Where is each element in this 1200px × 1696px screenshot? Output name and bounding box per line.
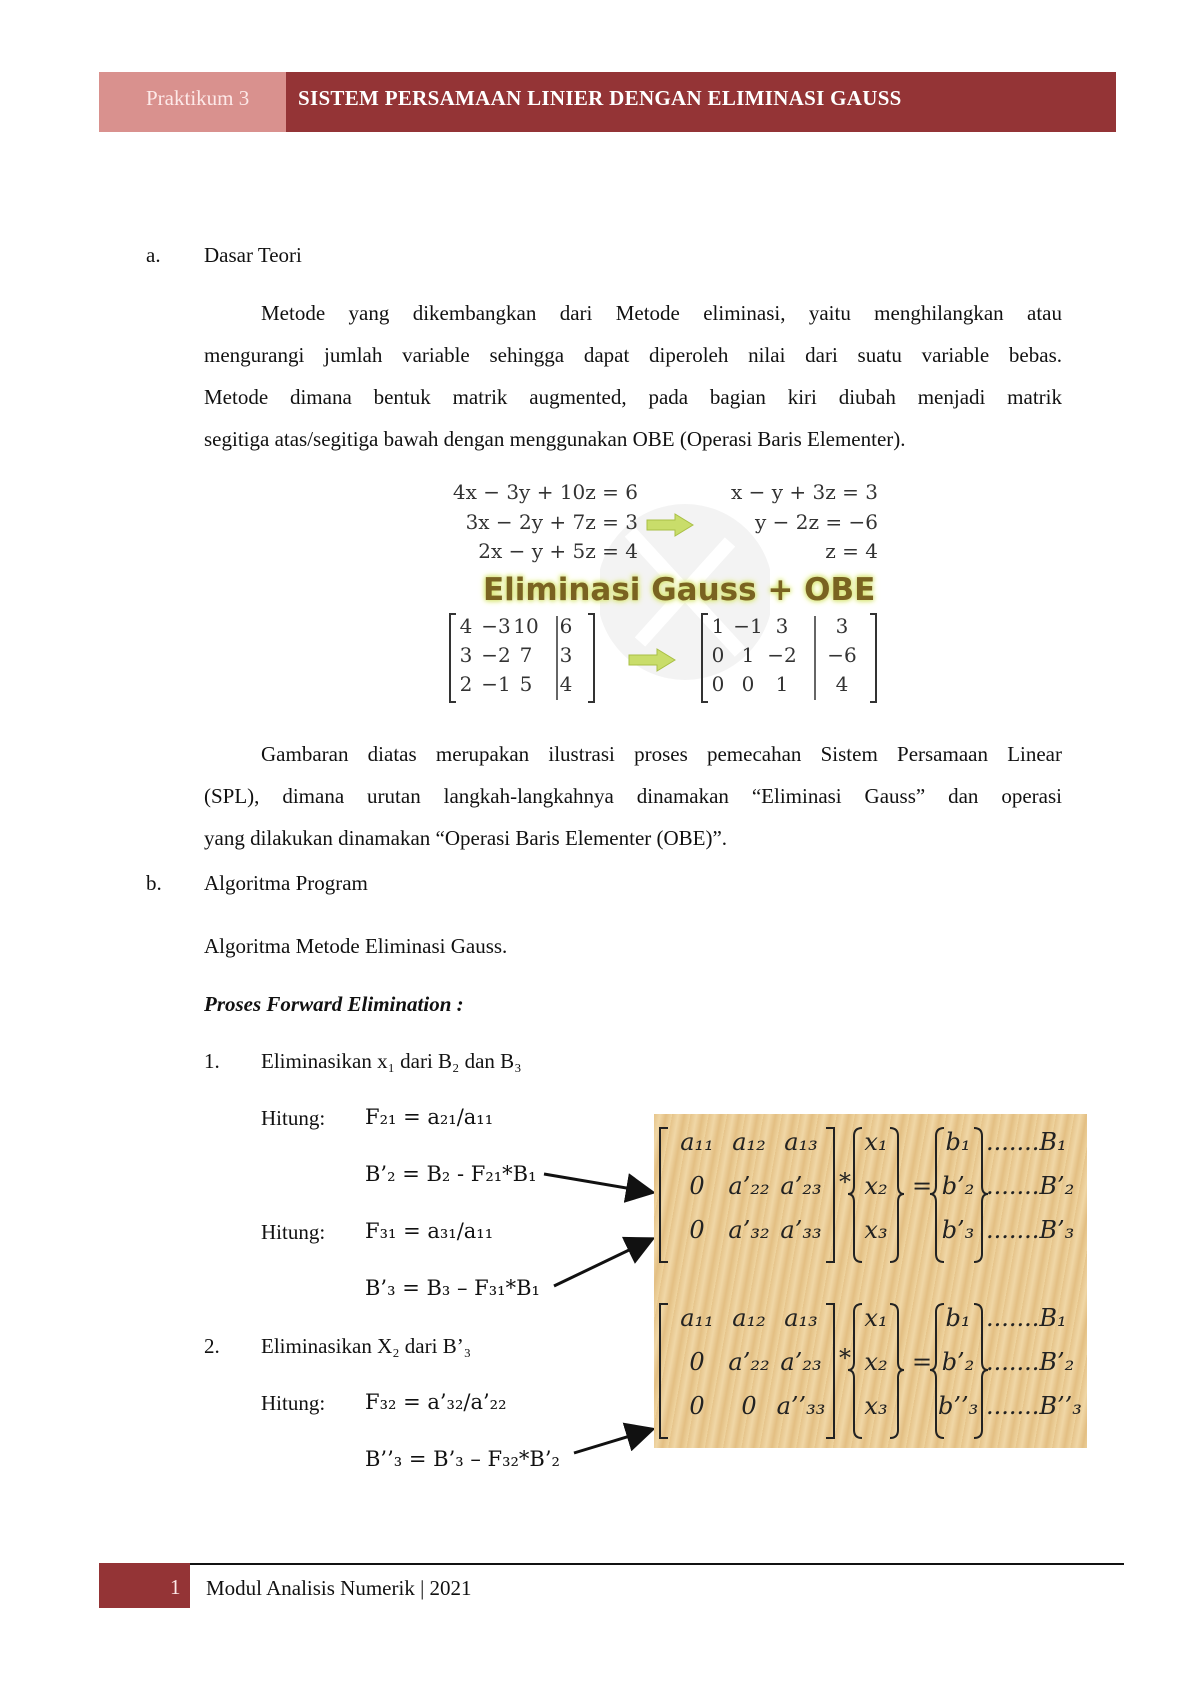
para1-line: Metode dimana bentuk matrik augmented, pada bagian kiri diubah menjadi matrik xyxy=(204,385,1062,409)
matrix-cell: 1 xyxy=(711,614,725,638)
matrix-cell: 5 xyxy=(519,672,533,696)
matrix-b-cell: b₁ xyxy=(945,1304,971,1332)
matrix-figure xyxy=(654,1114,1087,1448)
matrix-cell: −1 xyxy=(481,672,511,696)
matrix-a-cell: 0 xyxy=(689,1172,705,1200)
matrix-b-cell: b’₂ xyxy=(941,1348,975,1376)
matrix-b-cell: b’₂ xyxy=(941,1172,975,1200)
section-b-subtitle: Algoritma Metode Eliminasi Gauss. xyxy=(204,934,508,958)
footer-text: Modul Analisis Numerik | 2021 xyxy=(206,1576,472,1600)
para2-line: yang dilakukan dinamakan “Operasi Baris Elementer (OBE)”. xyxy=(204,826,728,850)
matrix-cell: 4 xyxy=(459,614,473,638)
step1-formula-b3: B’₃ = B₃ – F₃₁*B₁ xyxy=(365,1276,540,1300)
para2-line: Gambaran diatas merupakan ilustrasi proses pemecahan Sistem Persamaan Linear xyxy=(261,742,1062,766)
arrow-to-row3 xyxy=(554,1240,650,1286)
matrix-x-cell: x₃ xyxy=(864,1216,888,1244)
matrix-a-cell: a₁₂ xyxy=(732,1128,766,1156)
matrix-x-cell: x₃ xyxy=(864,1392,888,1420)
arrow-to-row3-second xyxy=(574,1430,650,1453)
matrix-a-cell: a’₂₂ xyxy=(728,1348,770,1376)
matrix-cell: 1 xyxy=(775,672,789,696)
matrix-a-cell: a₁₁ xyxy=(680,1304,714,1332)
matrix-cell: −6 xyxy=(827,643,857,667)
multiply-sign: * xyxy=(839,1344,851,1372)
matrix-a-cell: 0 xyxy=(689,1392,705,1420)
para2-line: (SPL), dimana urutan langkah-langkahnya dinamakan “Eliminasi Gauss” dan operasi xyxy=(204,784,1062,808)
matrix-cell: 0 xyxy=(711,672,725,696)
matrix-a-cell: a₁₃ xyxy=(784,1304,818,1332)
matrix-a-cell: a’₃₃ xyxy=(780,1216,822,1244)
footer-rule xyxy=(190,1563,1124,1565)
matrix-a-cell: 0 xyxy=(689,1348,705,1376)
matrix-row-label: .......B’₂ xyxy=(986,1348,1075,1376)
matrix-x-cell: x₁ xyxy=(864,1128,888,1156)
matrix-cell: −2 xyxy=(481,643,511,667)
matrix-a-cell: a’₂₃ xyxy=(780,1348,822,1376)
matrix-cell: 0 xyxy=(741,672,755,696)
forward-elimination-heading: Proses Forward Elimination : xyxy=(204,992,464,1016)
step2-number: 2. xyxy=(204,1334,220,1358)
step1-text: Eliminasikan x₁ dari B₂ dan B₃ xyxy=(261,1049,522,1073)
section-b-heading: Algoritma Program xyxy=(204,871,368,895)
step1-calc-label: Hitung: xyxy=(261,1220,326,1244)
section-a-paragraph-2 xyxy=(204,733,1062,859)
matrix-x-cell: x₁ xyxy=(864,1304,888,1332)
matrix-cell: 4 xyxy=(835,672,849,696)
matrix-row-label: .......B₁ xyxy=(986,1304,1067,1332)
step1-formula-f31: F₃₁ = a₃₁/a₁₁ xyxy=(365,1219,494,1243)
matrix-b-cell: b₁ xyxy=(945,1128,971,1156)
matrix-a-cell: a’₃₂ xyxy=(728,1216,770,1244)
matrix-row-label: .......B’₃ xyxy=(986,1216,1075,1244)
matrix-a-cell: a’₂₂ xyxy=(728,1172,770,1200)
equals-sign: = xyxy=(912,1172,933,1200)
step2-formula-f32: F₃₂ = a’₃₂/a’₂₂ xyxy=(365,1390,507,1414)
matrix-a-cell: 0 xyxy=(741,1392,757,1420)
step1-calc-label: Hitung: xyxy=(261,1106,326,1130)
matrix-cell: 3 xyxy=(559,643,573,667)
right-eq-2: y − 2z = −6 xyxy=(755,510,878,534)
matrix-cell: 1 xyxy=(741,643,755,667)
matrix-cell: −2 xyxy=(767,643,797,667)
green-arrow-icon xyxy=(645,513,695,537)
footer-page-number: 1 xyxy=(170,1575,181,1599)
matrix-cell: 6 xyxy=(559,614,573,638)
step1-formula-f21: F₂₁ = a₂₁/a₁₁ xyxy=(365,1105,494,1129)
matrix-x-cell: x₂ xyxy=(864,1172,888,1200)
matrix-cell: −3 xyxy=(481,614,511,638)
matrix-a-cell: a₁₁ xyxy=(680,1128,714,1156)
step1-number: 1. xyxy=(204,1049,220,1073)
right-eq-3: z = 4 xyxy=(825,539,878,563)
multiply-sign: * xyxy=(839,1168,851,1196)
gauss-title: Eliminasi Gauss + OBE xyxy=(483,572,876,608)
pointer-arrows xyxy=(540,1150,660,1470)
matrix-cell: 10 xyxy=(513,614,539,638)
matrix-x-cell: x₂ xyxy=(864,1348,888,1376)
matrix-cell: 3 xyxy=(459,643,473,667)
matrix-row-label: .......B’₂ xyxy=(986,1172,1075,1200)
green-arrow-icon xyxy=(627,648,677,672)
equals-sign: = xyxy=(912,1348,933,1376)
matrix-cell: 3 xyxy=(775,614,789,638)
step1-formula-b2: B’₂ = B₂ - F₂₁*B₁ xyxy=(365,1162,537,1186)
matrix-cell: 2 xyxy=(459,672,473,696)
step2-text: Eliminasikan X₂ dari B’₃ xyxy=(261,1334,472,1358)
step2-calc-label: Hitung: xyxy=(261,1391,326,1415)
left-eq-2: 3x − 2y + 7z = 3 xyxy=(465,510,638,534)
section-b-marker: b. xyxy=(146,871,162,895)
para1-line: mengurangi jumlah variable sehingga dapat diperoleh nilai dari suatu variable bebas. xyxy=(204,343,1062,367)
header-praktikum: Praktikum 3 xyxy=(146,86,250,110)
section-a-paragraph-1 xyxy=(204,292,1062,460)
arrow-to-row2 xyxy=(544,1174,650,1192)
matrix-a-cell: a₁₃ xyxy=(784,1128,818,1156)
header-title: SISTEM PERSAMAAN LINIER DENGAN ELIMINASI GAUSS xyxy=(298,86,902,110)
matrix-row-label: .......B₁ xyxy=(986,1128,1067,1156)
matrix-a-cell: a’₂₃ xyxy=(780,1172,822,1200)
matrix-a-cell: 0 xyxy=(689,1216,705,1244)
para1-line: Metode yang dikembangkan dari Metode eliminasi, yaitu menghilangkan atau xyxy=(261,301,1062,325)
section-a-heading: Dasar Teori xyxy=(204,243,302,267)
matrix-b-cell: b’’₃ xyxy=(938,1392,979,1420)
left-eq-3: 2x − y + 5z = 4 xyxy=(478,539,638,563)
matrix-row-label: .......B’’₃ xyxy=(986,1392,1082,1420)
right-eq-1: x − y + 3z = 3 xyxy=(731,480,878,504)
matrix-cell: −1 xyxy=(733,614,763,638)
matrix-cell: 7 xyxy=(519,643,533,667)
matrix-a-cell: a₁₂ xyxy=(732,1304,766,1332)
matrix-cell: 0 xyxy=(711,643,725,667)
matrix-cell: 4 xyxy=(559,672,573,696)
para1-line: segitiga atas/segitiga bawah dengan menggunakan OBE (Operasi Baris Elementer). xyxy=(204,427,906,451)
matrix-cell: 3 xyxy=(835,614,849,638)
step2-formula-b3: B’’₃ = B’₃ – F₃₂*B’₂ xyxy=(365,1447,560,1471)
left-eq-1: 4x − 3y + 10z = 6 xyxy=(452,480,638,504)
section-a-marker: a. xyxy=(146,243,161,267)
matrix-a-cell: a’’₃₃ xyxy=(776,1392,826,1420)
matrix-b-cell: b’₃ xyxy=(941,1216,975,1244)
